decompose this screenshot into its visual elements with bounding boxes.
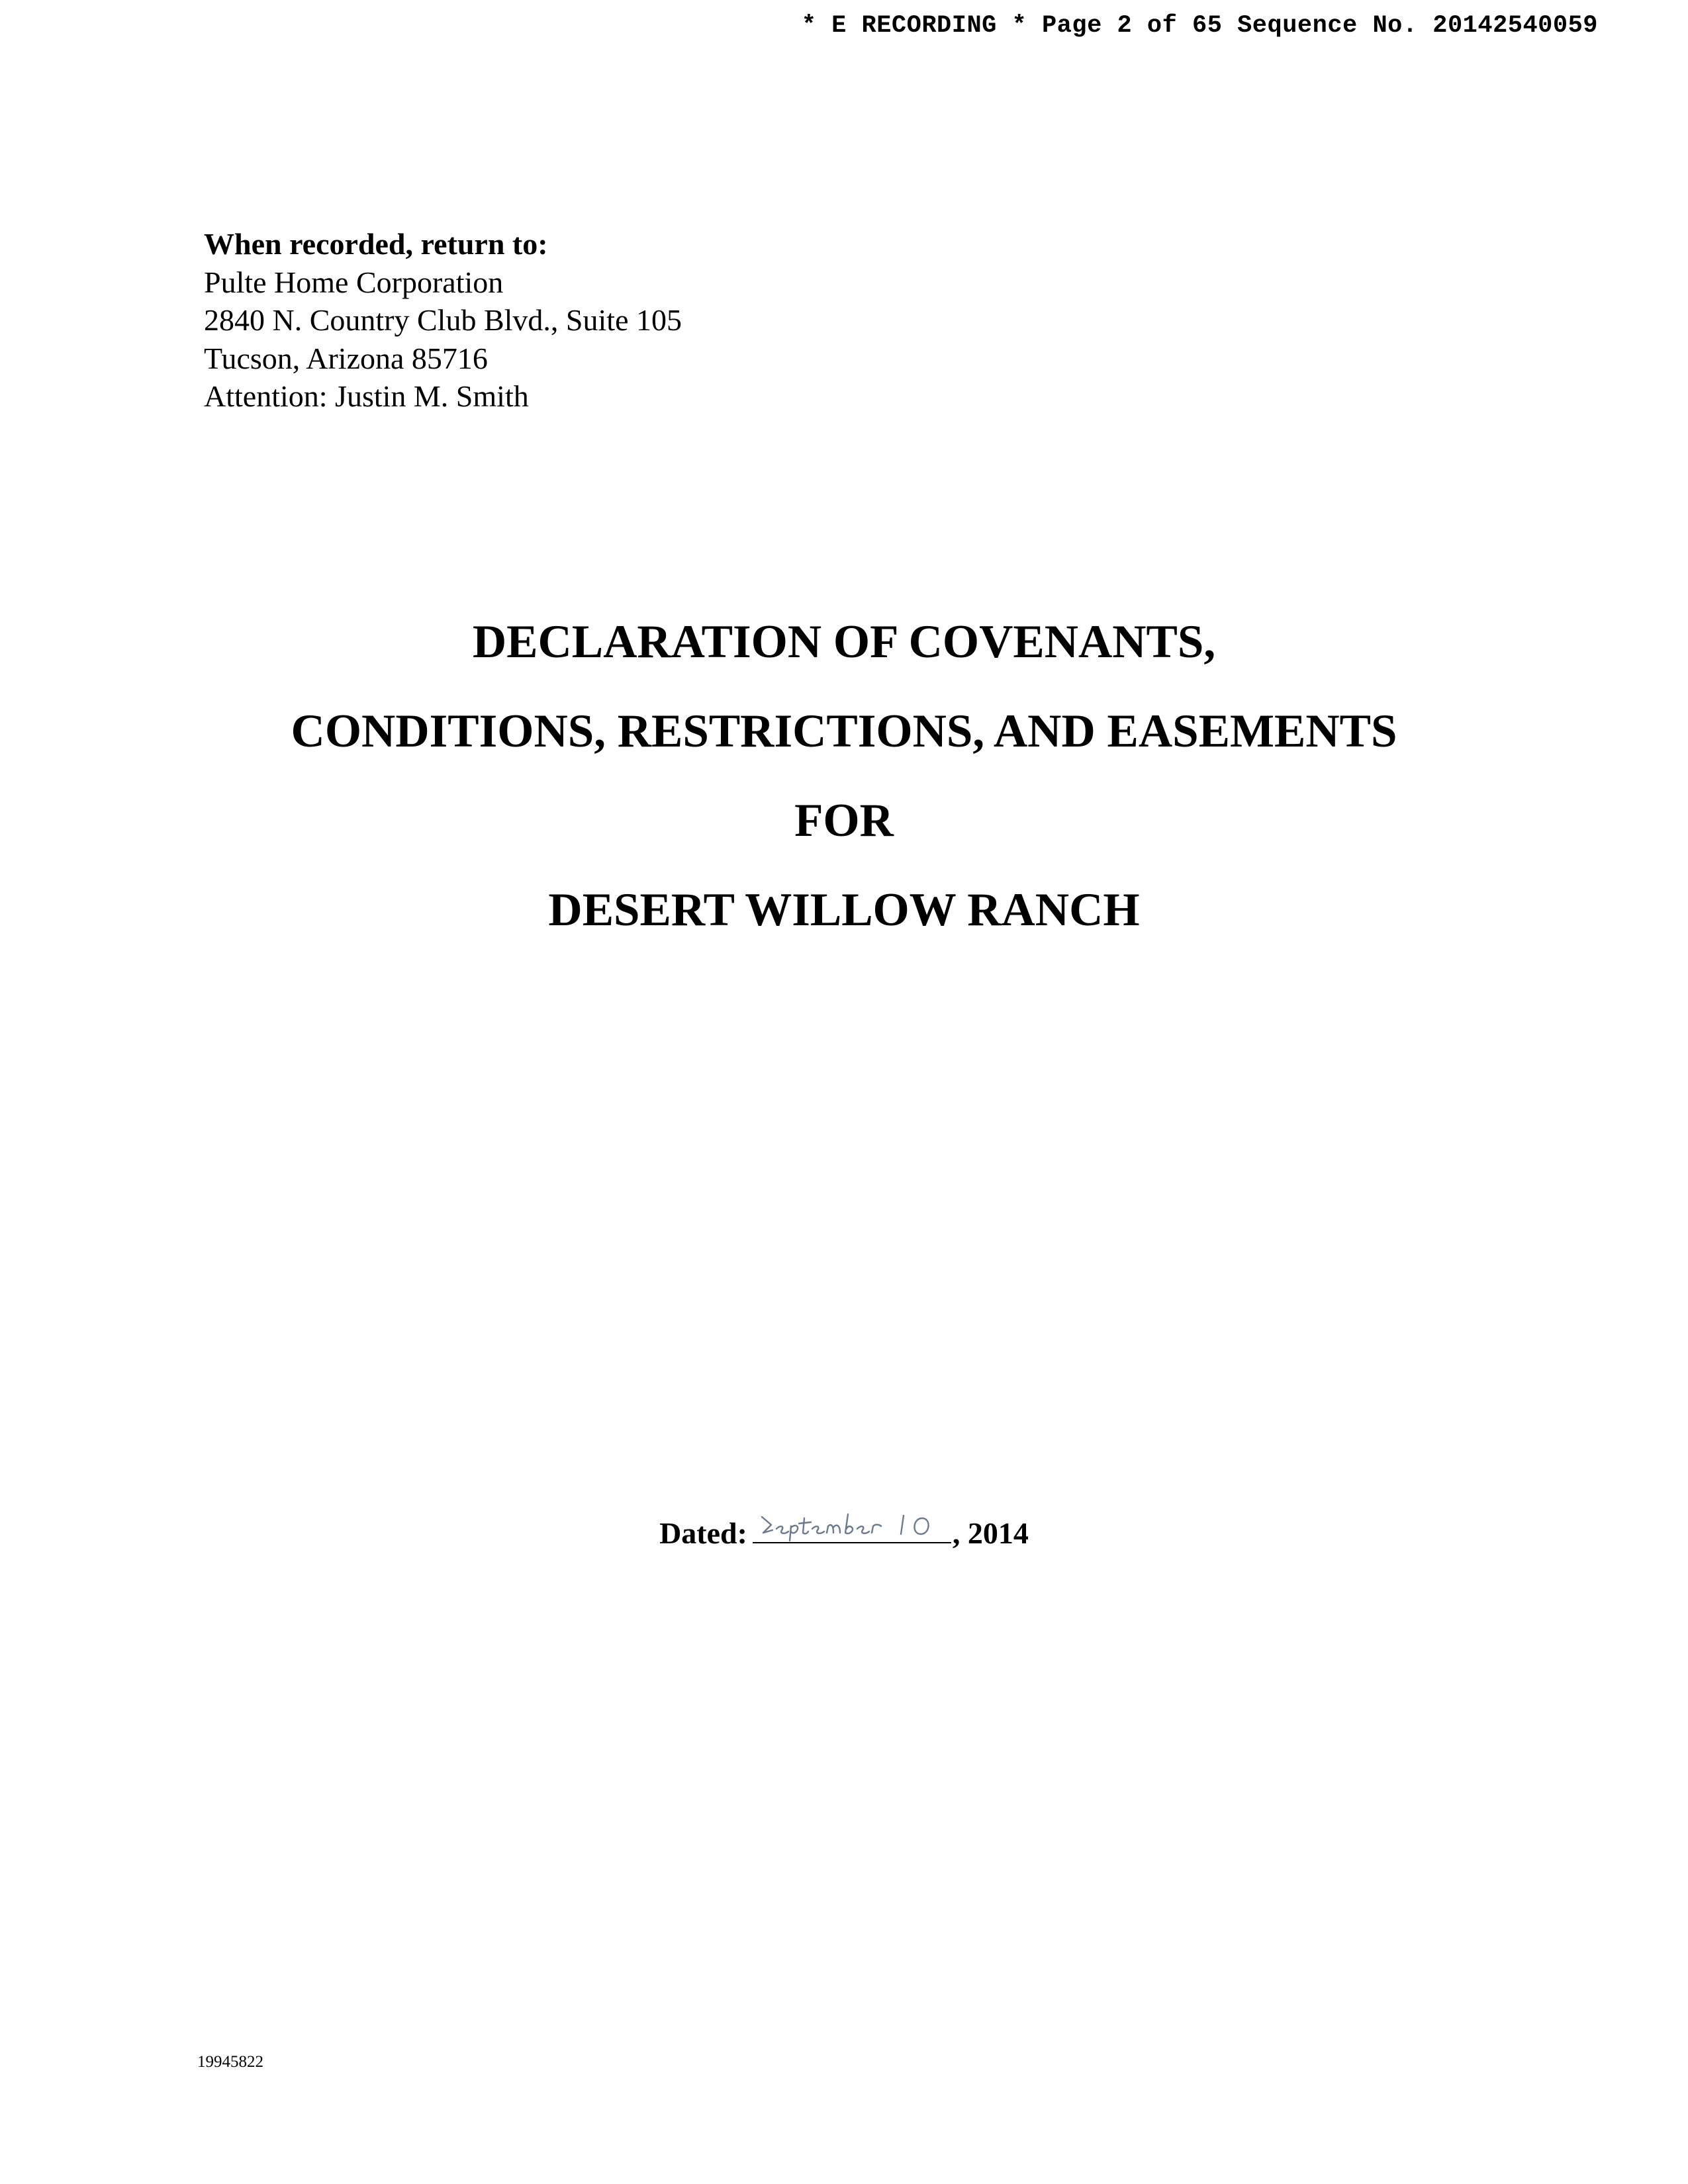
return-address-block <box>204 225 682 416</box>
recording-header: * E RECORDING * Page 2 of 65 Sequence No. 20142540059 <box>801 12 1598 40</box>
dated-year: , 2014 <box>952 1516 1029 1550</box>
return-attention: Attention: Justin M. Smith <box>204 379 529 413</box>
title-line-1: DECLARATION OF COVENANTS, <box>472 616 1216 668</box>
return-heading: When recorded, return to: <box>204 227 548 261</box>
title-line-2: CONDITIONS, RESTRICTIONS, AND EASEMENTS <box>291 705 1397 757</box>
return-street: 2840 N. Country Club Blvd., Suite 105 <box>204 303 682 337</box>
handwritten-date <box>753 1509 951 1543</box>
dated-line <box>0 1509 1688 1553</box>
return-city: Tucson, Arizona 85716 <box>204 341 488 375</box>
document-title <box>0 612 1688 970</box>
dated-label: Dated: <box>659 1516 747 1550</box>
title-line-3: FOR <box>794 795 894 846</box>
return-company: Pulte Home Corporation <box>204 265 504 299</box>
handwritten-date-signature <box>757 1505 949 1542</box>
document-number: 19945822 <box>197 2053 263 2071</box>
title-line-4: DESERT WILLOW RANCH <box>548 884 1140 936</box>
